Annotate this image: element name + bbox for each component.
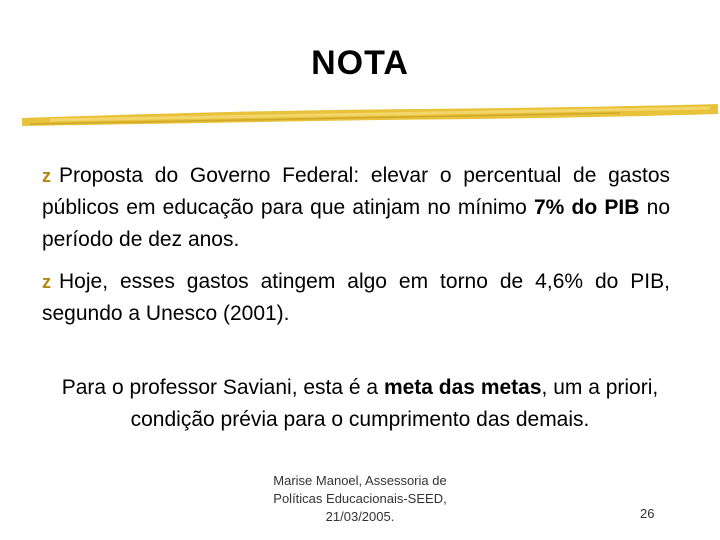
paragraph-federal-proposal (42, 160, 670, 256)
footer-line-3: 21/03/2005. (325, 509, 395, 524)
paragraph1-text-b: no período de dez anos. (42, 196, 670, 251)
saviani-quote (30, 372, 690, 436)
paragraph1-text-a: Proposta do Governo Federal: elevar o percentual de gastos públicos em educação para que atinjam no mínimo (42, 164, 670, 219)
slide-title: NOTA (311, 44, 409, 82)
paragraph-current-spending (42, 266, 670, 330)
quote-text-a: Para o professor Saviani, esta é a (61, 376, 384, 399)
paragraph2-text: Hoje, esses gastos atingem algo em torno de 4,6% do PIB, segundo a Unesco (2001). (42, 270, 670, 325)
quote-bold: meta das metas (383, 376, 542, 399)
slide-footer (240, 472, 480, 526)
z-bullet-icon: z (42, 272, 51, 292)
z-bullet-icon: z (42, 166, 51, 186)
page-number: 26 (640, 506, 655, 521)
title-underline-brush (20, 100, 720, 132)
footer-line-2: Políticas Educacionais-SEED, (273, 491, 447, 506)
paragraph1-bold: 7% do PIB (533, 196, 640, 219)
quote-text-b: , um a priori, condição prévia para o cumprimento das demais. (130, 376, 659, 431)
footer-line-1: Marise Manoel, Assessoria de (273, 473, 447, 488)
